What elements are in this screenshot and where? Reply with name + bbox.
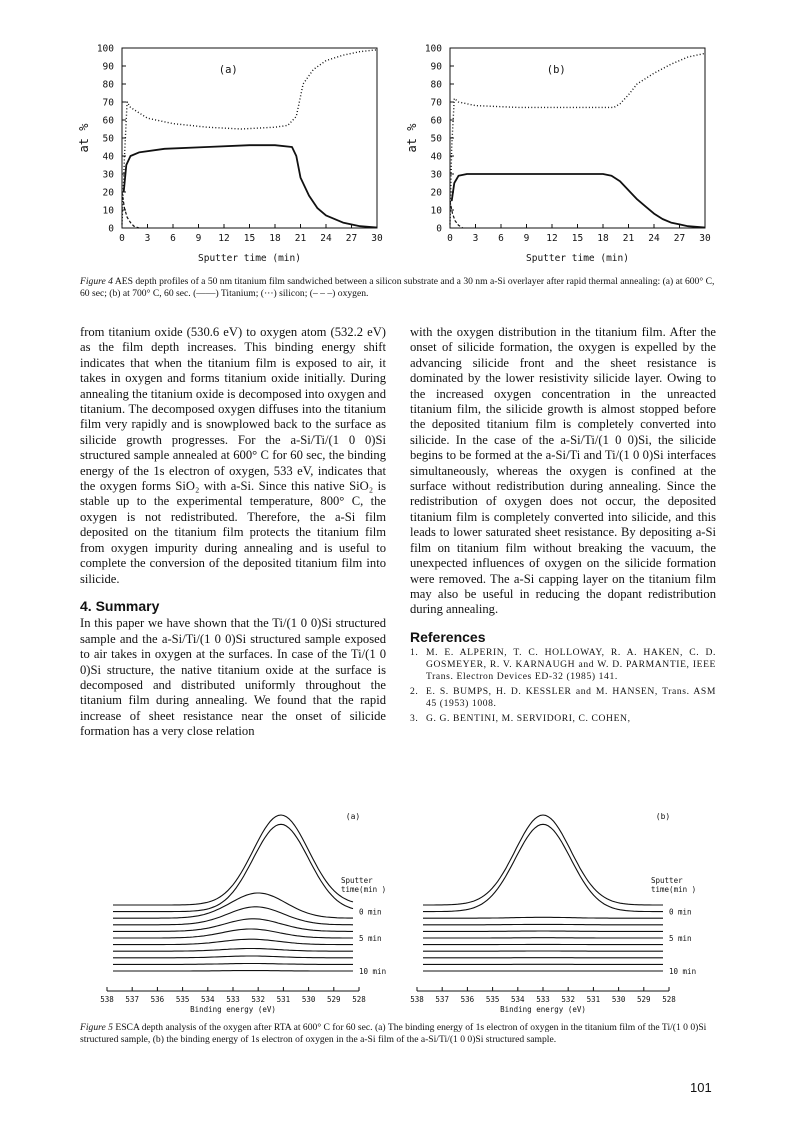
reference-number: 1. <box>410 647 419 659</box>
x-tick-label: 531 <box>586 995 601 1004</box>
x-axis-label: Binding energy (eV) <box>190 1005 276 1014</box>
spectrum-curve <box>423 917 663 918</box>
x-axis-label: Binding energy (eV) <box>500 1005 586 1014</box>
spectrum-curve <box>113 824 353 911</box>
x-tick-label: 27 <box>345 233 358 244</box>
x-tick-label: 6 <box>170 233 176 244</box>
y-tick-label: 80 <box>430 79 442 91</box>
esca-plot-a <box>95 795 400 1020</box>
x-tick-label: 536 <box>150 995 165 1004</box>
y-tick-label: 20 <box>430 187 442 199</box>
y-axis-label: at % <box>77 123 91 153</box>
y-tick-label: 100 <box>96 43 114 55</box>
x-tick-label: 30 <box>699 233 711 244</box>
reference-text: G. G. BENTINI, M. SERVIDORI, C. COHEN, <box>426 713 631 725</box>
esca-plot-b <box>405 795 710 1020</box>
x-tick-label: 0 <box>119 233 125 244</box>
spectrum-curve <box>113 956 353 958</box>
y-tick-label: 20 <box>102 187 114 199</box>
x-tick-label: 532 <box>561 995 575 1004</box>
y-tick-label: 50 <box>430 133 442 145</box>
summary-heading: 4. Summary <box>80 597 160 614</box>
y-tick-label: 80 <box>102 79 114 91</box>
x-tick-label: 533 <box>226 995 240 1004</box>
sputter-time-label: 0 min <box>669 907 692 917</box>
spectrum-curve <box>113 949 353 952</box>
x-tick-label: 529 <box>637 995 651 1004</box>
y-tick-label: 60 <box>430 115 442 127</box>
x-tick-label: 15 <box>571 233 584 244</box>
x-tick-label: 24 <box>320 233 332 244</box>
x-tick-label: 534 <box>511 995 525 1004</box>
x-tick-label: 528 <box>662 995 676 1004</box>
y-tick-label: 10 <box>430 205 442 217</box>
figure4-caption-label: Figure 4 <box>80 276 113 287</box>
legend-title: time(min ) <box>651 885 697 894</box>
y-tick-label: 0 <box>436 223 442 235</box>
spectrum-curve <box>113 893 353 918</box>
left-paragraph-2: In this paper we have shown that the Ti/(1 0 0)Si structured sample and the a-Si/Ti/(1 0 0)Si structured sample exposed to air takes in oxygen at the surfaces. In case of the Ti/(1 0 0)Si structure, the native titanium oxide at the surface is decomposed and distributed uniformly throughout the titanium film during annealing. We found that the rapid increase of sheet resistance near the onset of silicide formation has a very close relation <box>80 616 386 739</box>
x-tick-label: 538 <box>100 995 114 1004</box>
right-column <box>410 325 716 728</box>
reference-item <box>410 713 716 725</box>
y-tick-label: 70 <box>102 97 114 109</box>
x-tick-label: 530 <box>301 995 316 1004</box>
panel-label: (a) <box>345 812 361 821</box>
aes-plot-b <box>398 38 723 268</box>
plot-frame <box>122 48 377 228</box>
x-tick-label: 12 <box>546 233 558 244</box>
spectrum-curve <box>423 824 663 911</box>
x-tick-label: 9 <box>195 233 202 244</box>
y-axis-label: at % <box>405 123 419 153</box>
series-titanium <box>124 145 377 227</box>
y-tick-label: 50 <box>102 133 114 145</box>
x-tick-label: 538 <box>410 995 424 1004</box>
x-tick-label: 3 <box>472 233 479 244</box>
x-tick-label: 18 <box>597 233 609 244</box>
x-tick-label: 24 <box>648 233 660 244</box>
figure5-caption-text: ESCA depth analysis of the oxygen after RTA at 600° C for 60 sec. (a) The binding energy of 1s electron of oxygen in the titanium film of the Ti/(1 0 0)Si structured sample, (b) the binding energy of 1s electron of oxygen in the a-Si film of the a-Si/Ti/(1 0 0)Si structured sample. <box>80 1022 707 1045</box>
y-tick-label: 30 <box>430 169 442 181</box>
x-tick-label: 6 <box>498 233 504 244</box>
x-tick-label: 535 <box>485 995 500 1004</box>
sputter-time-label: 0 min <box>359 907 382 917</box>
reference-number: 2. <box>410 686 419 698</box>
x-tick-label: 21 <box>294 233 307 244</box>
x-tick-label: 3 <box>144 233 151 244</box>
figure4-caption-text: AES depth profiles of a 50 nm titanium film sandwiched between a silicon substrate and a 30 nm a-Si overlayer after rapid thermal annealing: (a) at 600° C, 60 sec; (b) at 700° C, 60 sec. (——) Titanium; (···) silicon; (– – –) oxygen. <box>80 276 715 299</box>
reference-text: E. S. BUMPS, H. D. KESSLER and M. HANSEN, Trans. ASM 45 (1953) 1008. <box>426 686 716 710</box>
sputter-time-label: 5 min <box>359 934 382 943</box>
sputter-time-label: 10 min <box>669 967 697 976</box>
x-tick-label: 0 <box>447 233 453 244</box>
x-tick-label: 532 <box>251 995 265 1004</box>
series-silicon <box>122 50 377 225</box>
x-tick-label: 537 <box>435 995 449 1004</box>
x-tick-label: 531 <box>276 995 291 1004</box>
panel-label: (a) <box>218 64 238 77</box>
reference-text: M. E. ALPERIN, T. C. HOLLOWAY, R. A. HAKEN, C. D. GOSMEYER, R. V. KARNAUGH and W. D. PARMANTIE, IEEE Trans. Electron Devices ED-32 (1985) 141. <box>426 647 716 683</box>
x-tick-label: 21 <box>622 233 635 244</box>
x-tick-label: 15 <box>243 233 256 244</box>
y-tick-label: 70 <box>430 97 442 109</box>
page-number: 101 <box>690 1080 712 1095</box>
series-oxygen <box>450 201 463 228</box>
spectrum-curve <box>113 939 353 944</box>
x-tick-label: 30 <box>371 233 383 244</box>
y-tick-label: 40 <box>102 151 114 163</box>
x-tick-label: 529 <box>327 995 341 1004</box>
x-tick-label: 535 <box>175 995 190 1004</box>
spectrum-curve <box>423 815 663 905</box>
right-paragraph-1: with the oxygen distribution in the titanium film. After the onset of silicide formation, the oxygen is expelled by the advancing silicide front and the sheet resistance is dominated by the lower resistivity silicide layer. Owing to the increased oxygen concentration in the unreacted titanium film, the silicide growth is almost stopped before the deposited titanium film is completely converted into silicide. In the case of the a-Si/Ti/(1 0 0)Si, the silicide begins to be formed at the a-Si/Ti and Ti/(1 0 0)Si interfaces simultaneously, whereas the oxygen is confined at the surface without redistribution during annealing. Since the redistribution of oxygen does not occur, the deposited titanium film is completely converted into silicide, and this leads to lower saturated sheet resistance. By depositing a-Si film on titanium film without breaking the vacuum, the unexpected influences of oxygen on the silicide formation were removed. The a-Si capping layer on the titanium film may also be useful in reducing the dopant redistribution during annealing. <box>410 325 716 617</box>
y-tick-label: 60 <box>102 115 114 127</box>
x-tick-label: 530 <box>611 995 626 1004</box>
y-tick-label: 10 <box>102 205 114 217</box>
x-tick-label: 536 <box>460 995 475 1004</box>
reference-item <box>410 647 716 683</box>
x-tick-label: 537 <box>125 995 139 1004</box>
y-tick-label: 0 <box>108 223 114 235</box>
x-axis-label: Sputter time (min) <box>526 253 629 264</box>
panel-label: (b) <box>546 64 566 77</box>
x-tick-label: 12 <box>218 233 230 244</box>
x-tick-label: 534 <box>201 995 215 1004</box>
x-tick-label: 27 <box>673 233 686 244</box>
references-heading: References <box>410 628 486 645</box>
y-tick-label: 100 <box>424 43 442 55</box>
figure5-caption <box>80 1022 720 1046</box>
sputter-time-label: 5 min <box>669 934 692 943</box>
reference-number: 3. <box>410 713 419 725</box>
plot-frame <box>450 48 705 228</box>
x-tick-label: 18 <box>269 233 281 244</box>
legend-title: Sputter <box>651 876 683 885</box>
x-tick-label: 9 <box>523 233 530 244</box>
y-tick-label: 30 <box>102 169 114 181</box>
y-tick-label: 90 <box>430 61 442 73</box>
spectrum-curve <box>113 964 353 965</box>
x-axis-label: Sputter time (min) <box>198 253 301 264</box>
legend-title: time(min ) <box>341 885 387 894</box>
x-tick-label: 528 <box>352 995 366 1004</box>
x-tick-label: 533 <box>536 995 550 1004</box>
sputter-time-label: 10 min <box>359 967 387 976</box>
series-silicon <box>450 53 705 224</box>
series-titanium <box>452 174 705 228</box>
left-column <box>80 325 386 740</box>
figure4-caption <box>80 276 720 300</box>
reference-list <box>410 647 716 725</box>
y-tick-label: 40 <box>430 151 442 163</box>
aes-plot-a <box>70 38 395 268</box>
left-paragraph-1: from titanium oxide (530.6 eV) to oxygen atom (532.2 eV) as the film depth increases. This binding energy shift indicates that when the titanium film is exposed to air, it takes in oxygen and forms titanium oxide initially. During annealing the titanium oxide is decomposed into oxygen and titanium. The decomposed oxygen diffuses into the titanium film very rapidly and is snowplowed back to the surface as silicide growth progresses. For the a-Si/Ti/(1 0 0)Si structured sample annealed at 600° C for 60 sec, the binding energy of the 1s electron of oxygen, 533 eV, indicates that the oxygen forms SiO₂ with a-Si. Since this native SiO₂ is stable up to the experimental temperature, 800° C, the oxygen is not redistributed. Therefore, the a-Si film deposited on the titanium film protects the titanium film from oxygen impurity during annealing and is useful to complete the conversion of the deposited titanium film into silicide. <box>80 325 386 586</box>
figure5-caption-label: Figure 5 <box>80 1022 113 1033</box>
legend-title: Sputter <box>341 876 373 885</box>
reference-item <box>410 686 716 710</box>
panel-label: (b) <box>655 812 671 821</box>
y-tick-label: 90 <box>102 61 114 73</box>
